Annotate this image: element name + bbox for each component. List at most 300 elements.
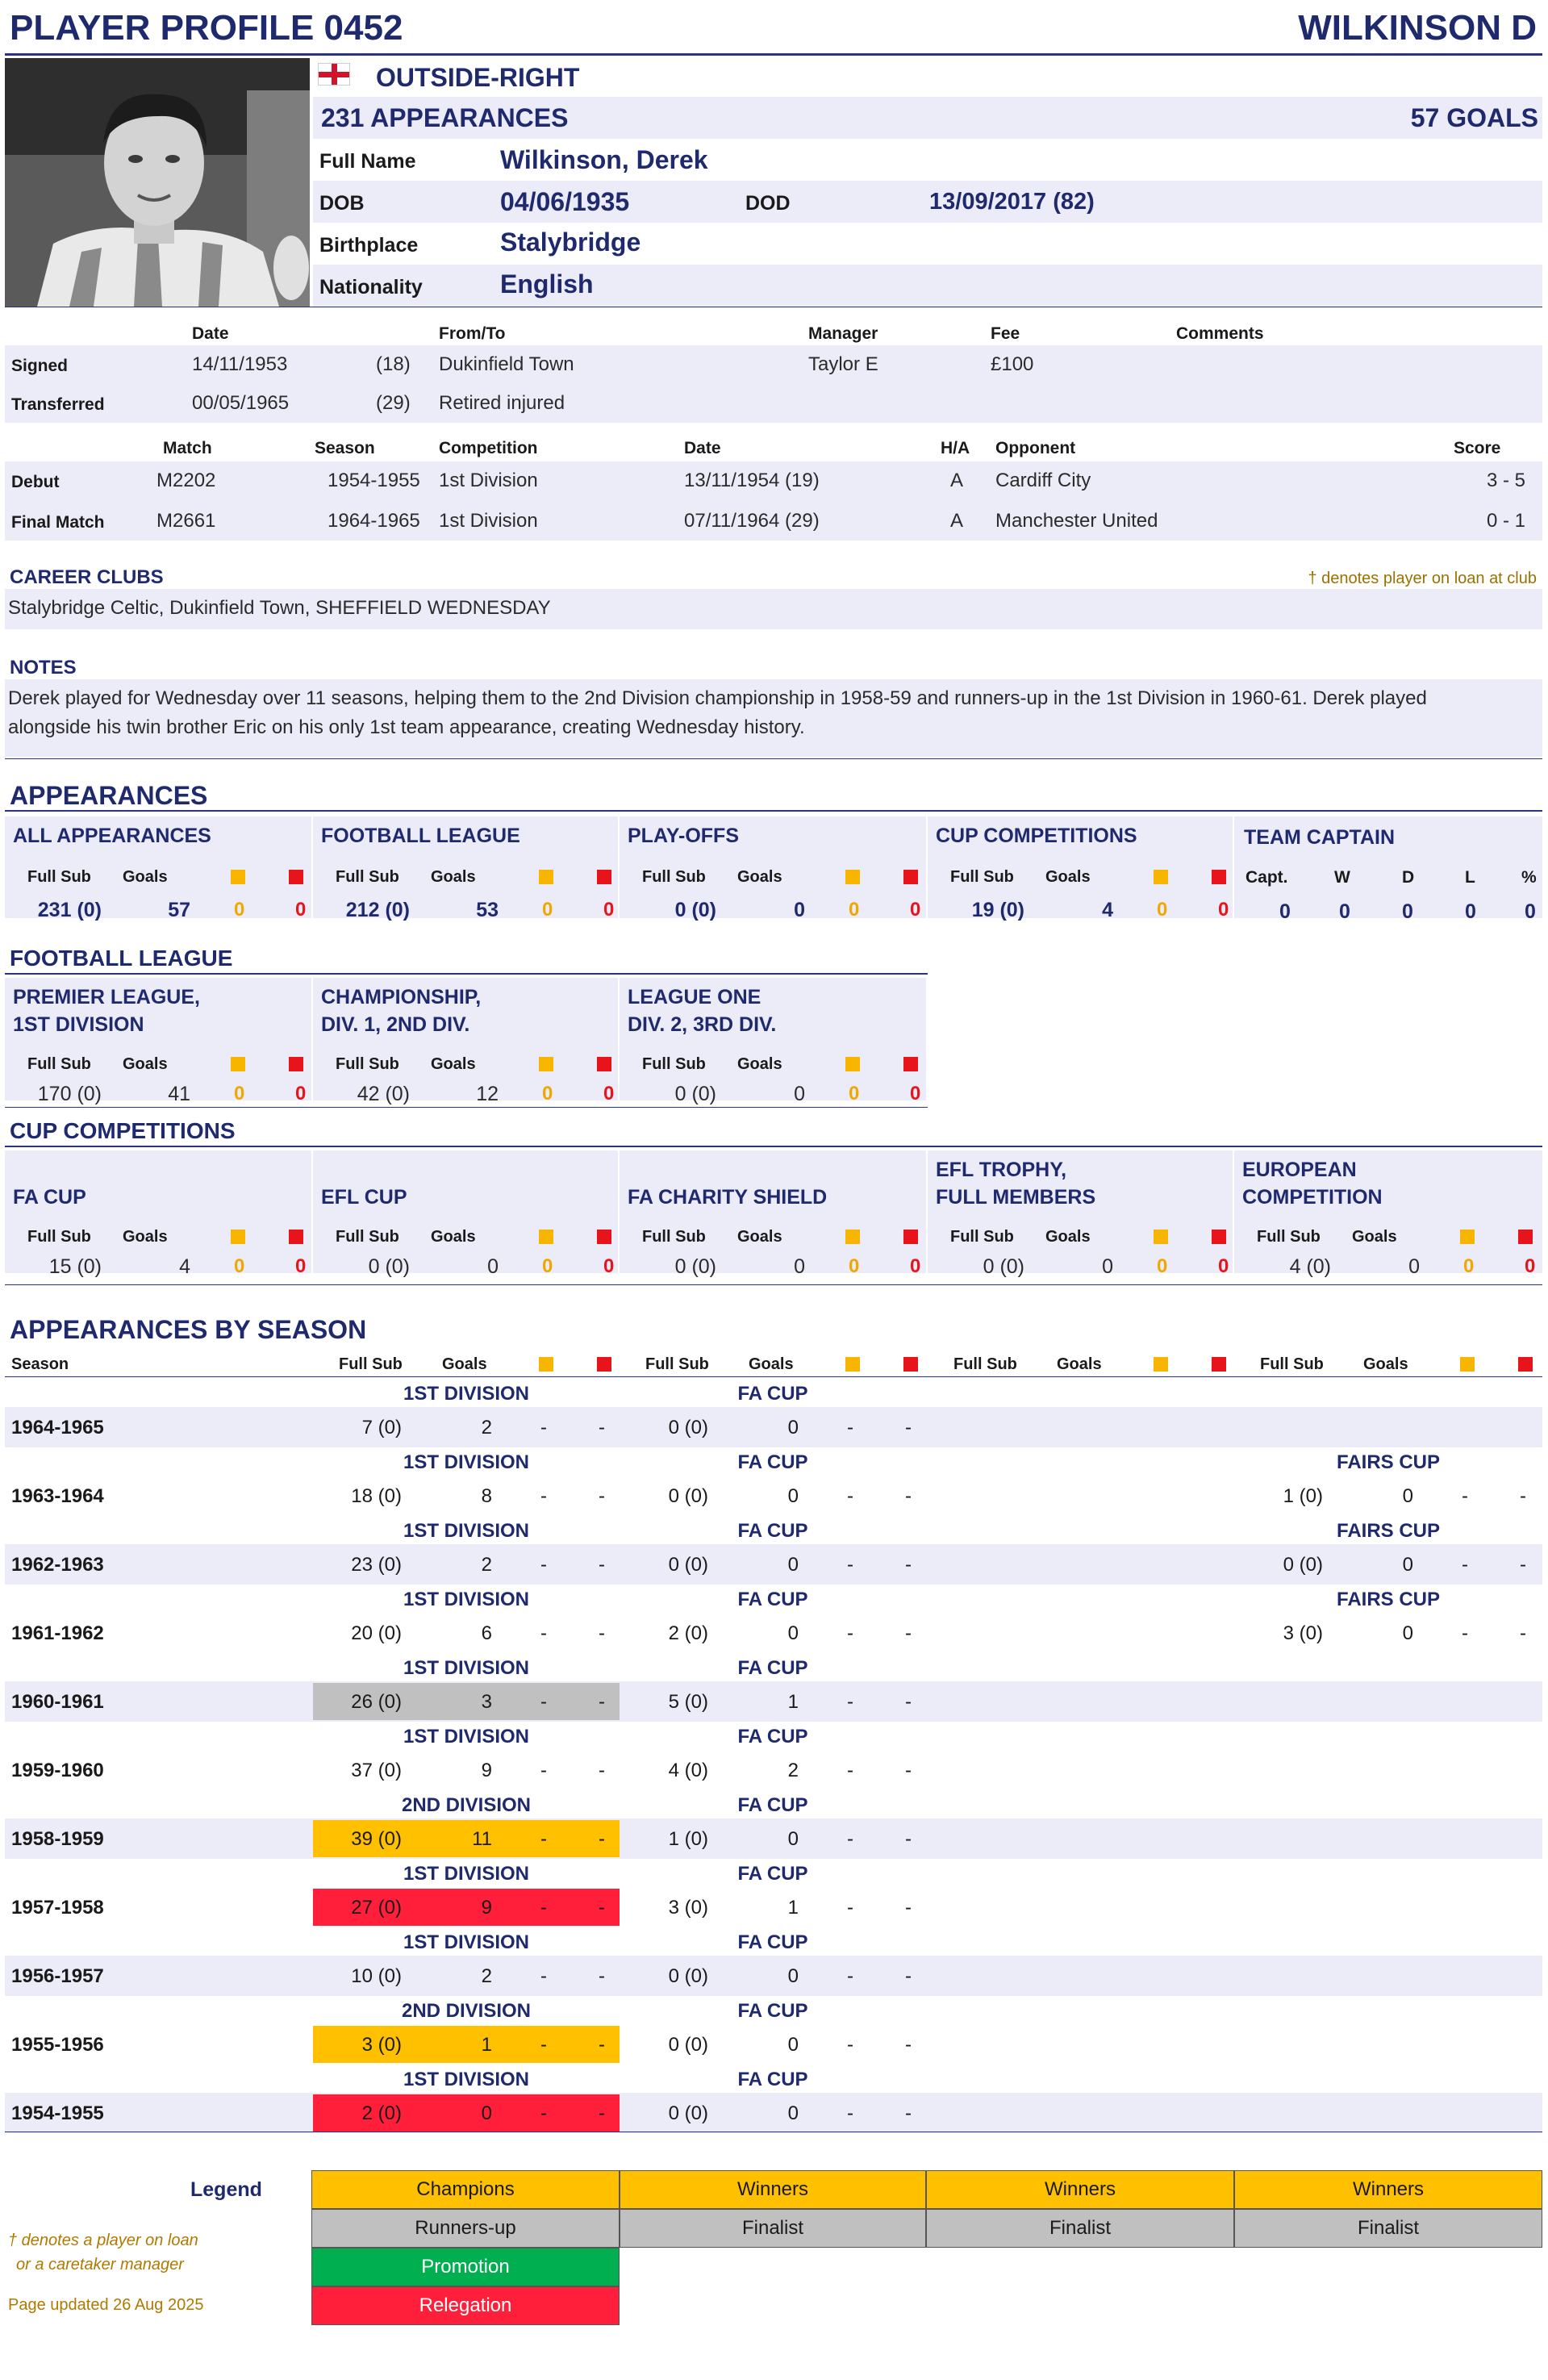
season-fullsub-1: 20 (0) xyxy=(351,1622,402,1644)
season-yellow-4: - xyxy=(1462,1554,1468,1576)
cup-1-goals: 0 xyxy=(487,1255,499,1278)
cup-2-fullsub: 0 (0) xyxy=(674,1255,716,1278)
appearance-2-goals: 0 xyxy=(794,899,805,921)
appearance-0-red-card-icon xyxy=(289,870,303,884)
season-yellow-2: - xyxy=(847,1760,853,1781)
season-fullsub-header-3: Full Sub xyxy=(1260,1355,1324,1373)
appearance-1-red-card-icon xyxy=(597,870,611,884)
appearance-3-goals-header: Goals xyxy=(1045,868,1091,886)
transferred-date: 00/05/1965 xyxy=(192,392,290,414)
birthplace-value: Stalybridge xyxy=(500,228,641,257)
season-red-1: - xyxy=(599,1897,605,1919)
debut-competition: 1st Division xyxy=(439,470,538,491)
cup-2-yellow: 0 xyxy=(849,1255,860,1277)
cup-0-fullsub-header: Full Sub xyxy=(27,1228,91,1246)
appearance-0-fullsub-header: Full Sub xyxy=(27,868,91,886)
season-goals-1: 9 xyxy=(481,1760,492,1781)
dob-value: 04/06/1935 xyxy=(500,187,630,216)
season-label: 1954-1955 xyxy=(11,2102,104,2124)
season-comp-2: FA CUP xyxy=(737,1451,808,1473)
season-yellow-2: - xyxy=(847,1691,853,1713)
signed-from: Dukinfield Town xyxy=(439,353,574,375)
nationality-label: Nationality xyxy=(319,276,423,299)
debut-match: M2202 xyxy=(156,470,216,491)
appearance-1-yellow-card-icon xyxy=(539,870,553,884)
season-goals-header-1: Goals xyxy=(749,1355,794,1373)
season-comp-1: 1ST DIVISION xyxy=(403,1863,530,1885)
page-updated: Page updated 26 Aug 2025 xyxy=(8,2296,204,2314)
legend-promotion: Promotion xyxy=(311,2248,620,2286)
cup-4-red: 0 xyxy=(1525,1255,1536,1277)
ha-header: H/A xyxy=(941,439,970,457)
season-red-2: - xyxy=(905,1691,912,1713)
player-short-name: WILKINSON D xyxy=(1298,8,1537,48)
season-yellow-1: - xyxy=(540,1417,547,1438)
legend-relegation: Relegation xyxy=(311,2286,620,2325)
appearance-2-fullsub-header: Full Sub xyxy=(642,868,706,886)
season-yellow-icon-3 xyxy=(1460,1357,1475,1372)
captain-title: TEAM CAPTAIN xyxy=(1244,826,1396,849)
league-0-yellow: 0 xyxy=(234,1083,245,1104)
final-opponent: Manchester United xyxy=(995,510,1158,532)
season-yellow-1: - xyxy=(540,2034,547,2056)
appearance-0-title-2: ALL APPEARANCES xyxy=(13,825,211,847)
league-1-red-card-icon xyxy=(597,1057,611,1071)
appearances-title: APPEARANCES xyxy=(10,781,208,810)
league-rule xyxy=(5,973,928,975)
appearance-1-goals: 53 xyxy=(476,899,499,921)
appearance-2-red-card-icon xyxy=(903,870,918,884)
signed-age: (18) xyxy=(376,353,411,375)
legend-finalist-1: Finalist xyxy=(620,2209,926,2248)
cup-3-yellow: 0 xyxy=(1157,1255,1168,1277)
appearance-0-yellow-card-icon xyxy=(231,870,245,884)
cup-3-red-card-icon xyxy=(1212,1230,1226,1244)
season-comp-1: 1ST DIVISION xyxy=(403,1726,530,1747)
season-label: 1959-1960 xyxy=(11,1760,104,1781)
match-header: Match xyxy=(163,439,212,457)
cup-3-yellow-card-icon xyxy=(1154,1230,1168,1244)
league-0-yellow-card-icon xyxy=(231,1057,245,1071)
cup-1-goals-header: Goals xyxy=(431,1228,476,1246)
career-clubs-title: CAREER CLUBS xyxy=(10,566,164,588)
score-header: Score xyxy=(1454,439,1501,457)
season-red-2: - xyxy=(905,1485,912,1507)
captain-v5: 0 xyxy=(1525,900,1536,923)
cup-1-red-card-icon xyxy=(597,1230,611,1244)
season-red-1: - xyxy=(599,1417,605,1438)
legend-champions: Champions xyxy=(311,2170,620,2209)
season-fullsub-4: 3 (0) xyxy=(1283,1622,1323,1644)
page-title: PLAYER PROFILE 0452 xyxy=(10,8,403,48)
cup-1-red: 0 xyxy=(603,1255,615,1277)
season-red-4: - xyxy=(1520,1485,1526,1507)
captain-h3: D xyxy=(1402,868,1415,887)
final-label: Final Match xyxy=(11,513,105,532)
season-fullsub-4: 1 (0) xyxy=(1283,1485,1323,1507)
appearance-3-fullsub-header: Full Sub xyxy=(950,868,1014,886)
season-comp-2: FA CUP xyxy=(737,1589,808,1610)
season-comp-1: 1ST DIVISION xyxy=(403,1589,530,1610)
appearance-2-title-2: PLAY-OFFS xyxy=(628,825,739,847)
league-1-goals-header: Goals xyxy=(431,1055,476,1073)
season-col-header: Season xyxy=(11,1355,69,1373)
cup-2-title-2: FA CHARITY SHIELD xyxy=(628,1186,828,1209)
season-comp-2: FA CUP xyxy=(737,2069,808,2090)
cup-0-yellow: 0 xyxy=(234,1255,245,1277)
full-name-value: Wilkinson, Derek xyxy=(500,145,708,174)
season-fullsub-2: 0 (0) xyxy=(668,2034,708,2056)
transfer-date-header: Date xyxy=(192,324,229,343)
league-2-title-2: DIV. 2, 3RD DIV. xyxy=(628,1013,777,1036)
season-fullsub-1: 37 (0) xyxy=(351,1760,402,1781)
transferred-label: Transferred xyxy=(11,395,105,414)
season-goals-2: 0 xyxy=(787,1554,799,1576)
league-2-red-card-icon xyxy=(903,1057,918,1071)
date-header: Date xyxy=(684,439,721,457)
league-0-red-card-icon xyxy=(289,1057,303,1071)
season-red-icon-2 xyxy=(1212,1357,1226,1372)
season-red-2: - xyxy=(905,1622,912,1644)
season-fullsub-1: 18 (0) xyxy=(351,1485,402,1507)
header-rule xyxy=(5,53,1542,56)
season-fullsub-2: 0 (0) xyxy=(668,1417,708,1438)
dob-band xyxy=(313,181,1542,223)
season-yellow-2: - xyxy=(847,1554,853,1576)
cup-1-fullsub-header: Full Sub xyxy=(336,1228,399,1246)
league-2-fullsub: 0 (0) xyxy=(674,1083,716,1105)
cup-4-goals-header: Goals xyxy=(1352,1228,1397,1246)
cup-1-yellow: 0 xyxy=(542,1255,553,1277)
captain-v4: 0 xyxy=(1465,900,1476,923)
legend-winners-3: Winners xyxy=(1234,2170,1542,2209)
captain-v1: 0 xyxy=(1279,900,1291,923)
cup-2-red: 0 xyxy=(910,1255,921,1277)
season-red-4: - xyxy=(1520,1622,1526,1644)
season-yellow-2: - xyxy=(847,1622,853,1644)
season-label: 1964-1965 xyxy=(11,1417,104,1438)
season-red-1: - xyxy=(599,2034,605,2056)
season-fullsub-1: 10 (0) xyxy=(351,1965,402,1987)
league-bottom-rule xyxy=(5,1107,928,1108)
season-goals-2: 0 xyxy=(787,2034,799,2056)
season-comp-1: 1ST DIVISION xyxy=(403,1657,530,1679)
appearance-3-red-card-icon xyxy=(1212,870,1226,884)
season-comp-1: 2ND DIVISION xyxy=(401,2000,532,2022)
season-label: 1961-1962 xyxy=(11,1622,104,1644)
season-fullsub-1: 3 (0) xyxy=(361,2034,402,2056)
season-comp-1: 2ND DIVISION xyxy=(401,1794,532,1816)
nationality-band xyxy=(313,265,1542,307)
by-season-title: APPEARANCES BY SEASON xyxy=(10,1315,367,1344)
season-comp-2: FA CUP xyxy=(737,1726,808,1747)
league-0-red: 0 xyxy=(295,1083,307,1104)
appearance-1-goals-header: Goals xyxy=(431,868,476,886)
england-flag-icon xyxy=(318,63,350,86)
season-yellow-4: - xyxy=(1462,1622,1468,1644)
season-yellow-icon-1 xyxy=(845,1357,860,1372)
season-red-1: - xyxy=(599,1622,605,1644)
cup-4-fullsub: 4 (0) xyxy=(1289,1255,1331,1278)
cup-3-fullsub: 0 (0) xyxy=(983,1255,1024,1278)
competition-header: Competition xyxy=(439,439,538,457)
season-red-2: - xyxy=(905,1828,912,1850)
legend-note-2: or a caretaker manager xyxy=(16,2256,184,2274)
transfer-fromto-header: From/To xyxy=(439,324,506,343)
league-0-title-2: 1ST DIVISION xyxy=(13,1013,144,1036)
cup-3-red: 0 xyxy=(1218,1255,1229,1277)
league-0-goals-header: Goals xyxy=(123,1055,168,1073)
season-yellow-2: - xyxy=(847,1417,853,1438)
transfer-fee-header: Fee xyxy=(991,324,1020,343)
season-fullsub-2: 0 (0) xyxy=(668,2102,708,2124)
season-red-1: - xyxy=(599,2102,605,2124)
season-fullsub-2: 0 (0) xyxy=(668,1485,708,1507)
league-0-title-1: PREMIER LEAGUE, xyxy=(13,986,200,1008)
season-fullsub-2: 0 (0) xyxy=(668,1965,708,1987)
cup-3-goals-header: Goals xyxy=(1045,1228,1091,1246)
appearance-0-goals-header: Goals xyxy=(123,868,168,886)
season-yellow-1: - xyxy=(540,1828,547,1850)
opponent-header: Opponent xyxy=(995,439,1076,457)
appearance-2-red: 0 xyxy=(910,899,921,921)
season-label: 1955-1956 xyxy=(11,2034,104,2056)
season-fullsub-2: 4 (0) xyxy=(668,1760,708,1781)
appearance-0-fullsub: 231 (0) xyxy=(37,899,102,921)
season-yellow-1: - xyxy=(540,1622,547,1644)
total-goals: 57 GOALS xyxy=(1410,103,1538,132)
season-comp-2: FA CUP xyxy=(737,1794,808,1816)
appearance-1-title-2: FOOTBALL LEAGUE xyxy=(321,825,520,847)
notes-title: NOTES xyxy=(10,657,77,679)
cup-4-title-1: EUROPEAN xyxy=(1242,1159,1357,1181)
transferred-age: (29) xyxy=(376,392,411,414)
season-red-1: - xyxy=(599,1965,605,1987)
season-fullsub-1: 39 (0) xyxy=(351,1828,402,1850)
league-2-red: 0 xyxy=(910,1083,921,1104)
debut-score: 3 - 5 xyxy=(1486,470,1525,491)
legend-note-1: † denotes a player on loan xyxy=(8,2232,198,2249)
season-goals-1: 2 xyxy=(481,1554,492,1576)
season-header-rule xyxy=(5,1376,1542,1377)
debut-date: 13/11/1954 (19) xyxy=(684,470,820,491)
appearance-3-red: 0 xyxy=(1218,899,1229,921)
season-label: 1958-1959 xyxy=(11,1828,104,1850)
season-fullsub-2: 3 (0) xyxy=(668,1897,708,1919)
season-red-2: - xyxy=(905,1897,912,1919)
season-comp-2: FA CUP xyxy=(737,1863,808,1885)
player-position: OUTSIDE-RIGHT xyxy=(376,63,580,92)
notes-rule xyxy=(5,758,1542,759)
legend-winners-1: Winners xyxy=(620,2170,926,2209)
cup-2-fullsub-header: Full Sub xyxy=(642,1228,706,1246)
season-yellow-1: - xyxy=(540,1691,547,1713)
appearance-0-red: 0 xyxy=(295,899,307,921)
season-goals-4: 0 xyxy=(1402,1622,1413,1644)
cup-4-red-card-icon xyxy=(1518,1230,1533,1244)
transfer-comments-header: Comments xyxy=(1176,324,1264,343)
season-comp-2: FA CUP xyxy=(737,1657,808,1679)
league-2-title-1: LEAGUE ONE xyxy=(628,986,761,1008)
season-yellow-1: - xyxy=(540,2102,547,2124)
season-goals-1: 6 xyxy=(481,1622,492,1644)
final-date: 07/11/1964 (29) xyxy=(684,510,820,532)
final-season: 1964-1965 xyxy=(328,510,420,532)
captain-v2: 0 xyxy=(1339,900,1350,923)
season-fullsub-2: 5 (0) xyxy=(668,1691,708,1713)
season-red-1: - xyxy=(599,1828,605,1850)
league-1-title-1: CHAMPIONSHIP, xyxy=(321,986,482,1008)
season-yellow-icon-0 xyxy=(539,1357,553,1372)
legend-finalist-2: Finalist xyxy=(926,2209,1234,2248)
season-comp-1: 1ST DIVISION xyxy=(403,1931,530,1953)
dob-label: DOB xyxy=(319,192,365,215)
season-yellow-2: - xyxy=(847,1485,853,1507)
appearance-0-yellow: 0 xyxy=(234,899,245,921)
signed-label: Signed xyxy=(11,357,69,375)
season-comp-2: FA CUP xyxy=(737,2000,808,2022)
season-fullsub-1: 26 (0) xyxy=(351,1691,402,1713)
season-goals-1: 9 xyxy=(481,1897,492,1919)
notes-line-1: Derek played for Wednesday over 11 seasons, helping them to the 2nd Division championship in 1958-59 and runners-up in the 1st Division in 1960-61. Derek played xyxy=(8,687,1427,709)
season-goals-header-0: Goals xyxy=(442,1355,487,1373)
season-yellow-4: - xyxy=(1462,1485,1468,1507)
league-title: FOOTBALL LEAGUE xyxy=(10,946,233,971)
captain-h5: % xyxy=(1521,868,1537,887)
appearance-1-fullsub: 212 (0) xyxy=(345,899,410,921)
signed-manager: Taylor E xyxy=(808,353,878,375)
season-comp-1: 1ST DIVISION xyxy=(403,1520,530,1542)
appearance-2-goals-header: Goals xyxy=(737,868,782,886)
player-photo xyxy=(5,58,310,307)
season-label: 1957-1958 xyxy=(11,1897,104,1919)
debut-season: 1954-1955 xyxy=(328,470,420,491)
season-fullsub-header-2: Full Sub xyxy=(953,1355,1017,1373)
season-yellow-2: - xyxy=(847,1897,853,1919)
season-comp-4: FAIRS CUP xyxy=(1336,1520,1440,1542)
season-red-1: - xyxy=(599,1554,605,1576)
league-1-yellow: 0 xyxy=(542,1083,553,1104)
season-goals-header-3: Goals xyxy=(1363,1355,1408,1373)
season-red-4: - xyxy=(1520,1554,1526,1576)
season-fullsub-2: 1 (0) xyxy=(668,1828,708,1850)
appearances-rule xyxy=(5,810,1542,812)
season-red-2: - xyxy=(905,2102,912,2124)
cup-0-red-card-icon xyxy=(289,1230,303,1244)
season-yellow-1: - xyxy=(540,1897,547,1919)
legend-winners-2: Winners xyxy=(926,2170,1234,2209)
league-1-yellow-card-icon xyxy=(539,1057,553,1071)
appearance-2-yellow: 0 xyxy=(849,899,860,921)
nationality-value: English xyxy=(500,269,594,299)
season-yellow-2: - xyxy=(847,2034,853,2056)
cups-rule xyxy=(5,1146,1542,1147)
cup-0-goals: 4 xyxy=(179,1255,190,1278)
league-2-yellow: 0 xyxy=(849,1083,860,1104)
season-comp-4: FAIRS CUP xyxy=(1336,1451,1440,1473)
appearance-3-fullsub: 19 (0) xyxy=(971,899,1024,921)
season-comp-2: FA CUP xyxy=(737,1383,808,1405)
season-goals-1: 3 xyxy=(481,1691,492,1713)
league-0-fullsub-header: Full Sub xyxy=(27,1055,91,1073)
season-yellow-2: - xyxy=(847,1828,853,1850)
season-label: 1956-1957 xyxy=(11,1965,104,1987)
cup-3-title-1: EFL TROPHY, xyxy=(936,1159,1067,1181)
captain-h2: W xyxy=(1334,868,1350,887)
transferred-to: Retired injured xyxy=(439,392,565,414)
cup-2-goals: 0 xyxy=(794,1255,805,1278)
notes-line-2: alongside his twin brother Eric on his only 1st team appearance, creating Wednesday history. xyxy=(8,716,805,738)
transfer-manager-header: Manager xyxy=(808,324,878,343)
league-1-title-2: DIV. 1, 2ND DIV. xyxy=(321,1013,470,1036)
captain-h1: Capt. xyxy=(1245,868,1288,887)
cup-4-fullsub-header: Full Sub xyxy=(1257,1228,1321,1246)
season-fullsub-2: 2 (0) xyxy=(668,1622,708,1644)
league-2-goals: 0 xyxy=(794,1083,805,1105)
season-goals-4: 0 xyxy=(1402,1554,1413,1576)
loan-note: † denotes player on loan at club xyxy=(1308,570,1537,587)
appearance-3-goals: 4 xyxy=(1102,899,1113,921)
dod-label: DOD xyxy=(745,192,791,215)
season-red-2: - xyxy=(905,1760,912,1781)
cup-0-red: 0 xyxy=(295,1255,307,1277)
season-yellow-2: - xyxy=(847,1965,853,1987)
full-name-label: Full Name xyxy=(319,150,416,173)
season-comp-1: 1ST DIVISION xyxy=(403,2069,530,2090)
cup-3-fullsub-header: Full Sub xyxy=(950,1228,1014,1246)
cup-1-title-2: EFL CUP xyxy=(321,1186,407,1209)
season-red-1: - xyxy=(599,1485,605,1507)
season-goals-2: 0 xyxy=(787,1417,799,1438)
legend-runners-up: Runners-up xyxy=(311,2209,620,2248)
league-1-fullsub-header: Full Sub xyxy=(336,1055,399,1073)
season-goals-2: 0 xyxy=(787,1622,799,1644)
season-goals-2: 0 xyxy=(787,1828,799,1850)
league-1-red: 0 xyxy=(603,1083,615,1104)
league-1-goals: 12 xyxy=(476,1083,499,1105)
season-label: 1960-1961 xyxy=(11,1691,104,1713)
appearance-3-yellow-card-icon xyxy=(1154,870,1168,884)
cup-4-yellow-card-icon xyxy=(1460,1230,1475,1244)
league-2-yellow-card-icon xyxy=(845,1057,860,1071)
appearance-2-yellow-card-icon xyxy=(845,870,860,884)
league-0-fullsub: 170 (0) xyxy=(37,1083,102,1105)
league-0-goals: 41 xyxy=(168,1083,190,1105)
season-red-icon-1 xyxy=(903,1357,918,1372)
final-match: M2661 xyxy=(156,510,216,532)
season-comp-4: FAIRS CUP xyxy=(1336,1589,1440,1610)
season-goals-2: 0 xyxy=(787,1485,799,1507)
season-yellow-1: - xyxy=(540,1965,547,1987)
season-comp-1: 1ST DIVISION xyxy=(403,1383,530,1405)
season-goals-1: 11 xyxy=(472,1828,492,1850)
season-fullsub-1: 2 (0) xyxy=(361,2102,402,2124)
debut-label: Debut xyxy=(11,473,60,491)
season-goals-2: 0 xyxy=(787,1965,799,1987)
cup-0-yellow-card-icon xyxy=(231,1230,245,1244)
appearance-1-yellow: 0 xyxy=(542,899,553,921)
appearance-0-goals: 57 xyxy=(168,899,190,921)
league-2-goals-header: Goals xyxy=(737,1055,782,1073)
season-red-1: - xyxy=(599,1691,605,1713)
season-yellow-icon-2 xyxy=(1154,1357,1168,1372)
final-score: 0 - 1 xyxy=(1486,510,1525,532)
season-yellow-2: - xyxy=(847,2102,853,2124)
season-fullsub-1: 23 (0) xyxy=(351,1554,402,1576)
cup-2-red-card-icon xyxy=(903,1230,918,1244)
appearance-3-yellow: 0 xyxy=(1157,899,1168,921)
cup-0-title-2: FA CUP xyxy=(13,1186,86,1209)
